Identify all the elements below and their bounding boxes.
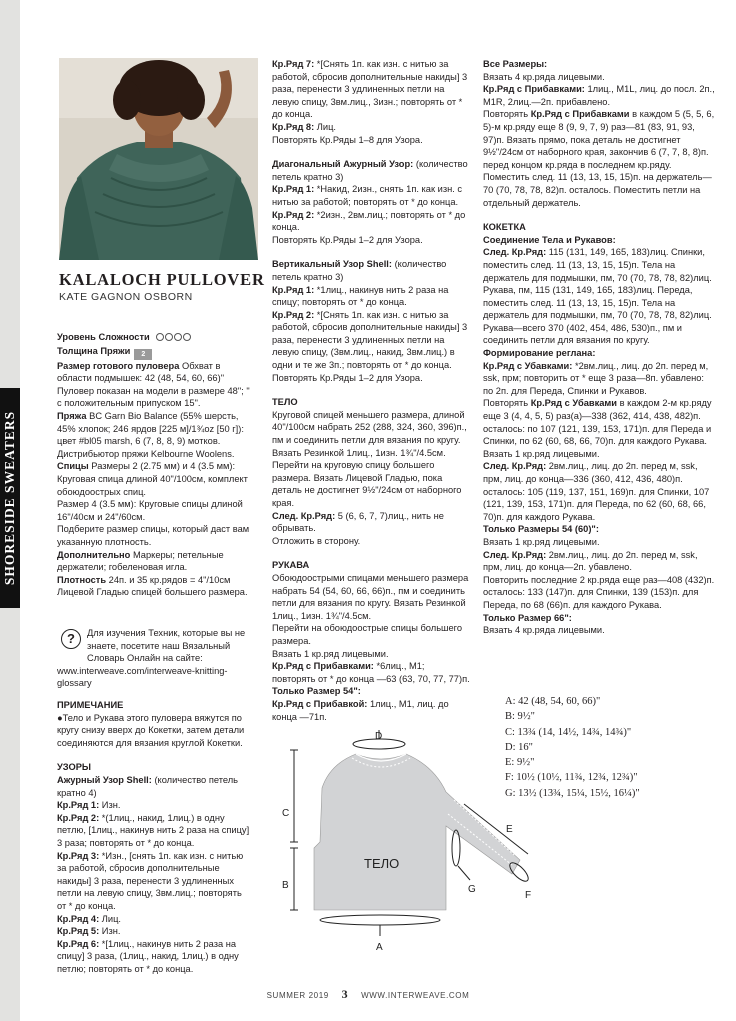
pattern-title: KALALOCH PULLOVER <box>59 270 265 289</box>
measurement-b: B: 9½" <box>505 711 535 723</box>
size-text: Обхват в области подмышек: 42 (48, 54, 60, 66)" <box>57 360 224 384</box>
gauge-text: 24п. и 35 кр.рядов = 4"/10см Лицевой Гладью спицей большего размера. <box>57 574 248 598</box>
glossary-link[interactable]: www.interweave.com/interweave-knitting-glossary <box>57 665 228 689</box>
size-54-only: Только Размер 54": <box>272 686 361 697</box>
measurement-d: D: 16" <box>505 741 533 753</box>
footer-issue: SUMMER 2019 <box>266 991 329 1000</box>
section-label <box>0 388 20 608</box>
gauge-label: Плотность <box>57 574 107 585</box>
measurement-c: C: 13¾ (14, 14½, 14¾, 14¾)" <box>505 726 632 738</box>
join-row: След. Кр.Ряд: 115 (131, 149, 165, 183)лиц. Спинки, поместить след. 11 (13, 13, 15, 15)п. Тела на держатель для подмышки, пм, 70 (70, 78, 78, 82)лиц. Рукава, пм, 115 (131, 149, 165, 183)лиц. Переда, поместить след. 11 (13, 13, 15, 15)п. Тела на держатель для подмышки, пм, 70 (70, 78, 78, 82)лиц. Рукава—всего 370 (402, 454, 486, 530)п., пм и соединить петли для вязания по кругу. <box>483 247 712 346</box>
footer <box>0 987 736 1002</box>
model-photo <box>59 58 258 260</box>
measurement-e: E: 9½" <box>505 757 535 769</box>
join-heading: Соединение Тела и Рукавов: <box>483 234 616 245</box>
decrease-row: Кр.Ряд с Убавками: *2вм.лиц., лиц. до 2п. перед м, ssk, прм; повторить от * еще 3 раза—8п. убавлено: по 2п. для Переда, Спинки и Рукавов. <box>483 360 709 396</box>
shell-row-8: Кр.Ряд 8: Лиц. <box>272 121 336 132</box>
label-b: B <box>282 880 289 891</box>
patterns-heading: УЗОРЫ <box>57 762 92 773</box>
shell-row-6: Кр.Ряд 6: *[1лиц., накинув нить 2 раза на спицу] 3 раза, (1лиц., накид, 1лиц.) в одну петлю; повторять от * до конца. <box>57 938 239 974</box>
label-d: D <box>375 731 383 742</box>
four-rows-knit: Вязать 4 кр.ряда лицевыми. <box>483 625 605 636</box>
one-row-knit: Вязать 1 кр.ряд лицевыми. <box>483 448 600 459</box>
yarn-weight <box>57 345 253 360</box>
vertical-repeat: Повторять Кр.Ряды 1–2 для Узора. <box>272 372 423 383</box>
diagonal-row-2: Кр.Ряд 2: *2изн., 2вм.лиц.; повторять от * до конца. <box>272 209 466 233</box>
question-icon: ? <box>61 629 81 649</box>
page-number: 3 <box>341 987 349 1001</box>
label-g: G <box>468 884 476 895</box>
needles-label: Спицы <box>57 461 89 472</box>
measurement-a: A: 42 (48, 54, 60, 66)" <box>505 696 601 707</box>
increase-row: Кр.Ряд с Прибавками: 1лиц., M1L, лиц. до посл. 2п., M1R, 2лиц.—2п. прибавлено. <box>483 84 715 107</box>
middle-column <box>272 58 470 723</box>
notions <box>57 549 253 574</box>
footer-site: WWW.INTERWEAVE.COM <box>361 991 470 1000</box>
body-text: Круговой спицей меньшего размера, длиной 40"/100см набрать 252 (288, 324, 360, 396)п., пм и соединить петли для вязания по кругу. Вязать Резинкой 1лиц., 1изн. 1¾"/4.5см. <box>272 409 467 458</box>
repeat-last: Повторить последние 2 кр.ряда еще раз—408 (432)п. осталось: 133 (147)п. для Спинки, 139 (153)п. для Переда, по 68 (66)п. для каждого Рукава. <box>483 574 715 610</box>
skill-level-icon <box>156 332 192 345</box>
measurement-g: G: 13½ (13¾, 15¼, 15½, 16¼)" <box>505 787 640 799</box>
diagonal-pattern-heading: Диагональный Ажурный Узор: (количество петель кратно 3) <box>272 159 468 182</box>
body-label: ТЕЛО <box>364 856 400 871</box>
sleeves-increase-row: Кр.Ряд с Прибавками: *6лиц., М1; повторять от * до конца —63 (63, 70, 77, 77)п. <box>272 661 470 684</box>
raglan-heading: Формирование реглана: <box>483 348 596 359</box>
skill-level-label: Уровень Сложности <box>57 332 150 342</box>
needles <box>57 460 253 498</box>
label-f: F <box>525 890 532 901</box>
section-label-text: SHORESIDE SWEATERS <box>2 410 17 586</box>
sizes-54-60-only: Только Размеры 54 (60)": <box>483 524 599 535</box>
size-66-only: Только Размер 66": <box>483 612 572 623</box>
next-row-2: След. Кр.Ряд: 2вм.лиц., лиц. до 2п. перед м, ssk, прм, лиц. до конца—336 (360, 412, 436, 480)п. осталось: 105 (119, 137, 151, 169)п. для Спинки, 107 (121, 139, 153, 171)п. для Переда, по 62 (60, 68, 66, 70)п. для каждого Рукава. <box>483 461 710 522</box>
help-box <box>57 627 253 690</box>
shell-repeat: Повторять Кр.Ряды 1–8 для Узора. <box>272 134 423 145</box>
left-column <box>57 331 253 599</box>
right-column <box>483 58 715 637</box>
body-next-row: След. Кр.Ряд: 5 (6, 6, 7, 7)лиц., нить не обрывать. <box>272 510 444 534</box>
pattern-author: KATE GAGNON OSBORN <box>59 291 193 303</box>
shell-row-7: Кр.Ряд 7: *[Снять 1п. как изн. с нитью за работой, сбросив дополнительные накиды] 3 раза, перенести 3 удлиненных петли на левую спицу, 3вм.лиц., 3изн.; повторять от * до конца. <box>272 59 468 120</box>
vertical-pattern-heading: Вертикальный Узор Shell: (количество петель кратно 3) <box>272 259 447 282</box>
next-row-3: След. Кр.Ряд: 2вм.лиц., лиц. до 2п. перед м, ssk, прм, лиц. до конца—2п. убавлено. <box>483 549 698 573</box>
sleeves-text-3: Вязать 1 кр.ряд лицевыми. <box>272 648 389 659</box>
yarn-text: BC Garn Bio Balance (55% шерсть, 45% хлопок; 246 ярдов [225 м]/1¾oz [50 г]): цвет #bl05 marsh, 6 (7, 8, 8, 9) мотков. Дистрибьютор пряжи Kelbourne Woolens. <box>57 410 244 459</box>
help-text: Для изучения Техник, которые вы не знаете, посетите наш Вязальный Словарь Онлайн на сайте: <box>87 628 246 664</box>
shell-row-3: Кр.Ряд 3: *Изн., [снять 1п. как изн. с нитью за работой, сбросив дополнительные накиды] 3 раза, перенести 3 удлиненных петли на левую спицу, 3вм.лиц.; повторять от * до конца. <box>57 850 244 911</box>
label-e: E <box>506 824 513 835</box>
note-heading: ПРИМЕЧАНИЕ <box>57 700 124 710</box>
measurement-f: F: 10½ (10½, 11¾, 12¾, 12¾)" <box>505 772 638 784</box>
shell-row-2: Кр.Ряд 2: *(1лиц., накид, 1лиц.) в одну петлю, [1лиц., накинув нить 2 раза на спицу] 3 раза; повторять от * до конца. <box>57 812 250 848</box>
yoke-heading: КОКЕТКА <box>483 222 526 233</box>
body-aside: Отложить в сторону. <box>272 535 361 546</box>
yarn-weight-icon: 2 <box>134 349 152 360</box>
label-c: C <box>282 808 290 819</box>
yarn <box>57 410 253 460</box>
shell-row-4: Кр.Ряд 4: Лиц. <box>57 913 121 924</box>
needles-text: Размеры 2 (2.75 мм) и 4 (3.5 мм): Круговая спица длиной 40"/100см, комплект обоюдоострых спиц. <box>57 461 248 497</box>
one-row-knit-2: Вязать 1 кр.ряд лицевыми. <box>483 536 600 547</box>
size-label: Размер готового пуловера <box>57 360 180 371</box>
all-sizes-text: Вязать 4 кр.ряда лицевыми. <box>483 71 605 82</box>
body-text-2: Перейти на круговую спицу большего размера. Вязать Лицевой Гладью, пока деталь не достигнет 9½"/24см от наборного края. <box>272 460 462 508</box>
sleeves-heading: РУКАВА <box>272 560 310 571</box>
sweater-shape <box>314 754 520 910</box>
all-sizes-heading: Все Размеры: <box>483 59 548 69</box>
vertical-row-2: Кр.Ряд 2: *[Снять 1п. как изн. с нитью за работой, сбросив дополнительные накиды] 3 раза, перенести 3 удлиненных петли на левую спицу, (3вм.лиц., накид, 3вм.лиц.) в одни и те же 3п.; повторять от * до конца. <box>272 309 468 371</box>
sleeves-text: Обоюдоострыми спицами меньшего размера набрать 54 (54, 60, 66, 66)п., пм и соединить петли для вязания по кругу. Вязать Резинкой 1лиц., 1изн. 1¾"/4.5см. <box>272 572 469 621</box>
sleeves-text-2: Перейти на обоюдоострые спицы большего размера. <box>272 623 463 646</box>
label-a: A <box>376 942 383 953</box>
skill-level <box>57 331 253 345</box>
finished-size <box>57 360 253 385</box>
vertical-row-1: Кр.Ряд 1: *1лиц., накинув нить 2 раза на спицу; повторять от * до конца. <box>272 284 449 308</box>
shell-pattern-heading: Ажурный Узор Shell: (количество петель кратно 4) <box>57 774 238 798</box>
model-photo-illustration <box>59 58 258 260</box>
diagonal-row-1: Кр.Ряд 1: *Накид, 2изн., снять 1п. как изн. с нитью за работой; повторять от * до конца. <box>272 184 463 207</box>
yarn-weight-label: Толщина Пряжи <box>57 345 131 356</box>
note-text: ●Тело и Рукава этого пуловера вяжутся по кругу снизу вверх до Кокетки, затем детали соединяются для вязания круглой Кокетки. <box>57 712 245 748</box>
shell-row-1: Кр.Ряд 1: Изн. <box>57 800 121 811</box>
shell-row-5: Кр.Ряд 5: Изн. <box>57 926 121 937</box>
needles-text-3: Подберите размер спицы, который даст вам указанную плотность. <box>57 524 250 547</box>
needles-text-2: Размер 4 (3.5 мм): Круговые спицы длиной 16"/40см и 24"/60см. <box>57 499 243 522</box>
size-note: Пуловер показан на модели в размере 48"; " с положительным припуском 15". <box>57 385 250 409</box>
diagonal-repeat: Повторять Кр.Ряды 1–2 для Узора. <box>272 234 423 245</box>
sleeves-increase-one: Кр.Ряд с Прибавкой: 1лиц., М1, лиц. до конца —71п. <box>272 698 449 722</box>
decrease-repeat: Повторять Кр.Ряд с Убавками в каждом 2-м кр.ряду еще 3 (4, 4, 5, 5) раз(а)—338 (362, 414, 438, 482)п. осталось: по 107 (121, 139, 153, 171)п. для Переда и Спинки, по 62 (60, 68, 66, 70)п. для каждого Рукава. <box>483 398 712 447</box>
gauge <box>57 574 253 599</box>
body-heading: ТЕЛО <box>272 397 298 408</box>
notions-text: Маркеры; петельные держатели; гобеленовая игла. <box>57 549 224 573</box>
notions-label: Дополнительно <box>57 549 131 560</box>
increase-repeat: Повторять Кр.Ряд с Прибавками в каждом 5 (5, 5, 6, 5)-м кр.ряду еще 8 (9, 9, 7, 9) раз—81 (83, 91, 93, 97)п. Вязать прямо, пока деталь не достигнет 9½"/24см от наборного края, закончив 6 (7, 7, 8, 8)п. перед концом кр.ряда в последнем кр.ряду. Поместить след. 11 (13, 13, 15, 15)п. на держатель—70 (70, 78, 78, 82)п. осталось. Поместить петли на отдельный держатель. <box>483 109 715 208</box>
notes-patterns <box>57 699 253 975</box>
yarn-label: Пряжа <box>57 410 87 421</box>
schematic-diagram <box>268 722 558 962</box>
